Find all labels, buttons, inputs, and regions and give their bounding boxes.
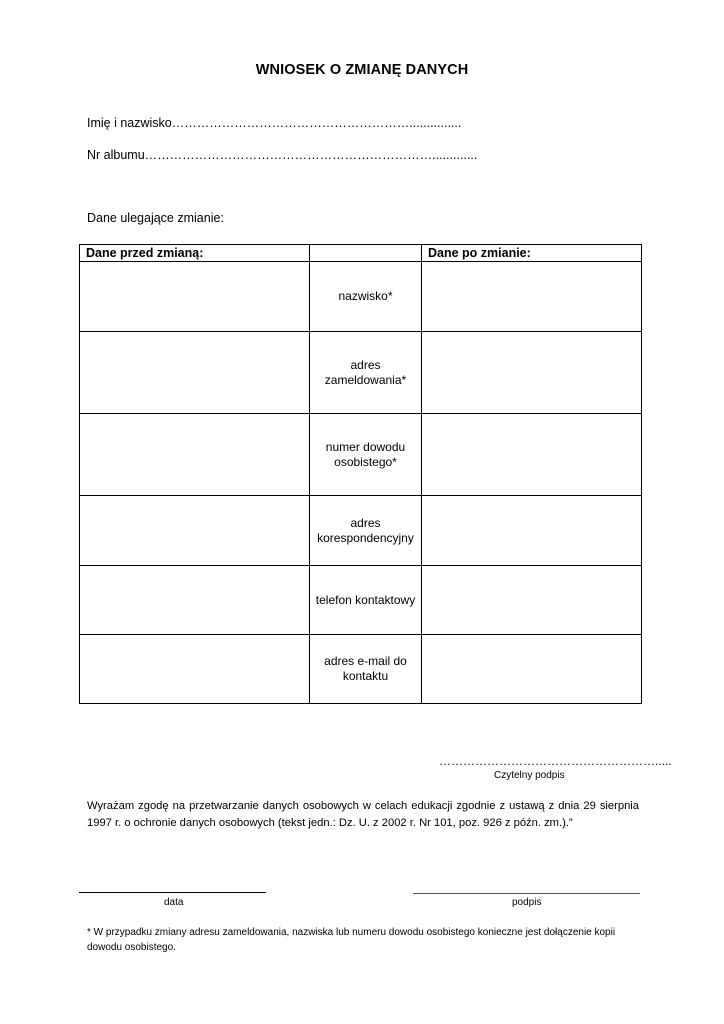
- before-value-cell: [80, 332, 310, 414]
- header-after-change: Dane po zmianie:: [422, 245, 642, 262]
- signature-dotted-line: ……………………………………………….....: [439, 754, 672, 768]
- field-label-cell: [310, 332, 422, 414]
- changes-heading: Dane ulegające zmianie:: [87, 211, 224, 225]
- footnote: * W przypadku zmiany adresu zameldowania, nazwiska lub numeru dowodu osobistego konieczne jest dołączenie kopii dowodu osobistego.: [87, 927, 616, 953]
- before-value-cell: [80, 262, 310, 332]
- field-label-line: osobistego*: [334, 454, 397, 469]
- field-label-cell: [310, 496, 422, 566]
- table-row: [80, 332, 642, 414]
- header-before-change: Dane przed zmianą:: [80, 245, 310, 262]
- field-label-line: kontaktu: [342, 669, 389, 683]
- field-label-cell: [310, 414, 422, 496]
- after-value-cell: [422, 566, 642, 635]
- date-label: data: [164, 897, 184, 908]
- data-change-table: [79, 244, 642, 704]
- table-row: [80, 496, 642, 566]
- before-value-cell: [80, 635, 310, 704]
- field-label-line: adres e-mail do: [324, 654, 407, 668]
- field-label-line: nazwisko*: [338, 289, 393, 303]
- after-value-cell: [422, 496, 642, 566]
- after-value-cell: [422, 414, 642, 496]
- after-value-cell: [422, 332, 642, 414]
- before-value-cell: [80, 414, 310, 496]
- signature-label: Czytelny podpis: [494, 770, 565, 781]
- consent-statement: Wyrażam zgodę na przetwarzanie danych osobowych w celach edukacji zgodnie z ustawą z dnia 29 sierpnia 1997 r. o ochronie danych osobowych (tekst jedn.: Dz. U. z 2002 r. Nr 101, poz. 926 z późn. zm.).”: [87, 800, 639, 829]
- field-label-line: zameldowania*: [324, 372, 407, 387]
- table-row: [80, 414, 642, 496]
- table-row: [80, 262, 642, 332]
- field-label-line: korespondencyjny: [317, 530, 414, 545]
- field-label-line: adres: [350, 357, 381, 372]
- table-row: [80, 635, 642, 704]
- document-title: WNIOSEK O ZMIANĘ DANYCH: [255, 62, 469, 78]
- before-value-cell: [80, 566, 310, 635]
- signature-line: [413, 893, 640, 894]
- header-field-name: [310, 245, 422, 262]
- signature-line-label: podpis: [512, 897, 542, 908]
- table-row: [80, 566, 642, 635]
- date-line: [79, 892, 266, 893]
- before-value-cell: [80, 496, 310, 566]
- after-value-cell: [422, 635, 642, 704]
- field-label-line: adres: [350, 515, 381, 530]
- after-value-cell: [422, 262, 642, 332]
- album-number-field-line: Nr albumu…………………………………………………………….............: [87, 148, 478, 162]
- field-label-cell: [310, 566, 422, 635]
- field-label-line: telefon kontaktowy: [315, 592, 416, 607]
- field-label-cell: [310, 635, 422, 704]
- name-field-line: Imię i nazwisko…………………………………………………...............: [87, 116, 462, 130]
- table-header-row: [80, 245, 642, 262]
- field-label-cell: [310, 262, 422, 332]
- field-label-line: numer dowodu: [325, 439, 406, 454]
